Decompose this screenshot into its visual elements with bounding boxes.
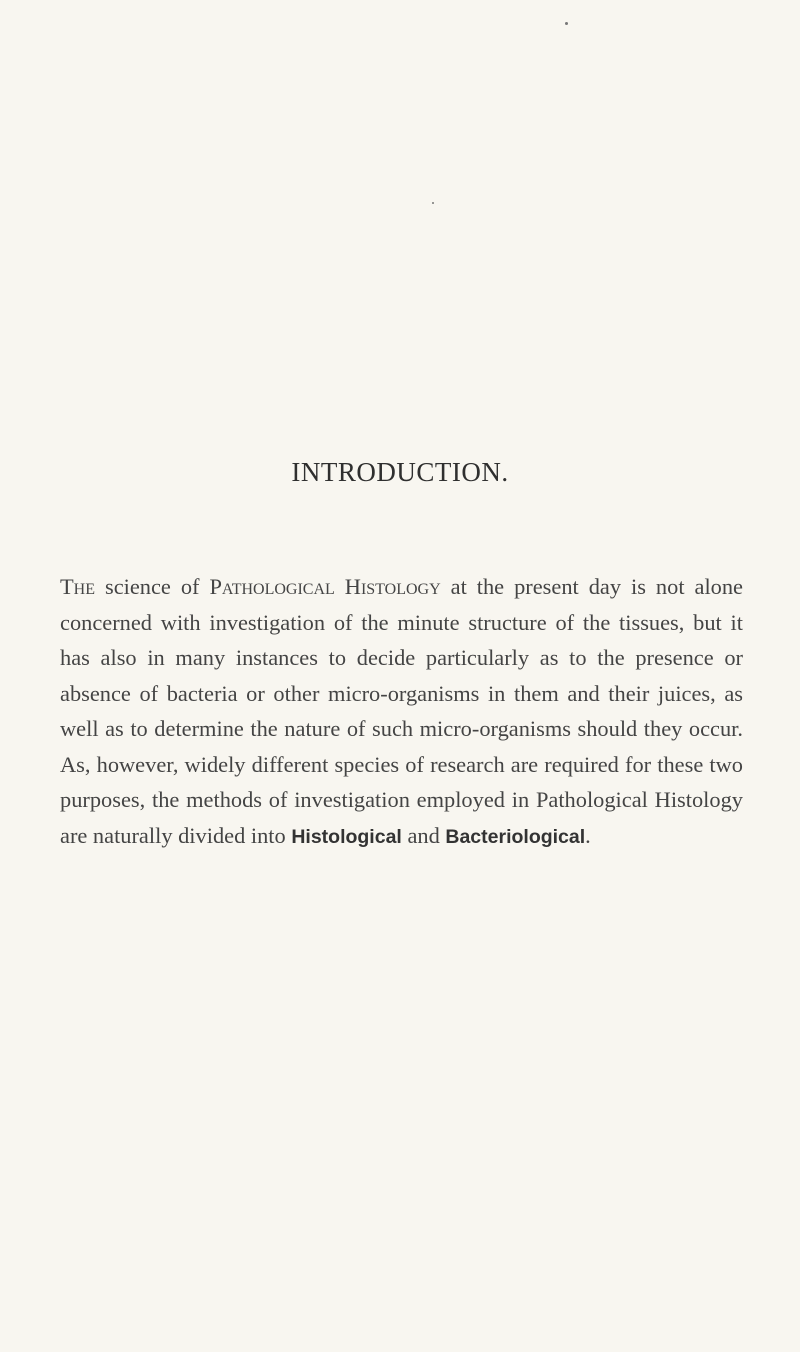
text-run: and (401, 822, 446, 848)
bold-term-histological: Histological (291, 825, 402, 848)
lead-word: The (60, 574, 96, 600)
small-caps-term: Pathological Histology (209, 574, 441, 600)
text-run: at the present day is not alone concerned with investigation of the minute structure of the tissues, but it has also in many instances to decide particularly as to the presence or absence of bacteria or other micro-organisms in them and their juices, as well as to determine the nature of such micro-organisms should they occur. As, however, widely different species of research are required for these two purposes, the methods of investigation employed in Pathological Histology are naturally divided into (60, 574, 743, 848)
text-run: science of (95, 574, 210, 600)
body-paragraph (60, 569, 743, 855)
scan-speck (565, 22, 568, 25)
scan-speck (432, 202, 434, 204)
bold-term-bacteriological: Bacteriological (445, 825, 586, 848)
text-run: . (585, 822, 591, 848)
chapter-heading: INTRODUCTION. (291, 457, 509, 487)
